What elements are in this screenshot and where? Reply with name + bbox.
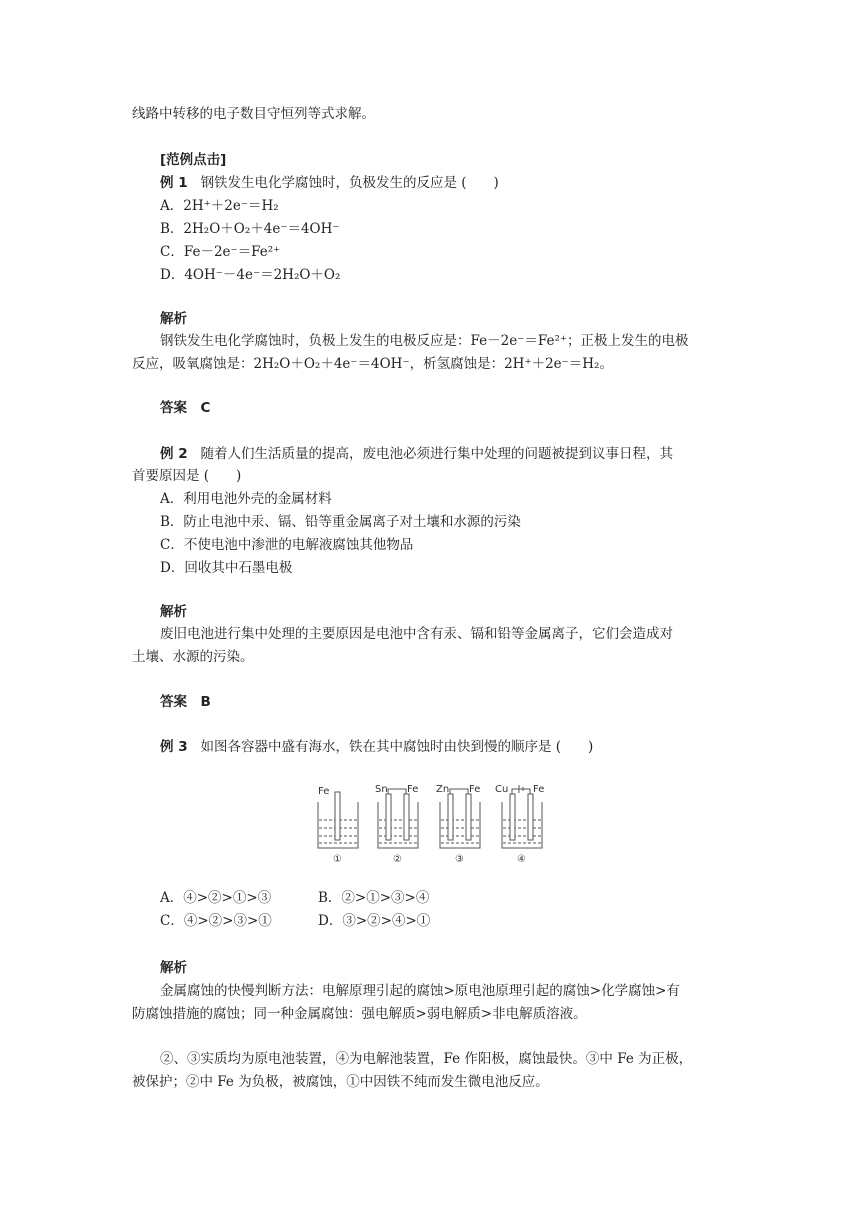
fig-num-1: ①: [333, 854, 342, 865]
beaker-3: [440, 789, 480, 848]
fig-num-2: ②: [393, 854, 402, 865]
fig-label-b3b: Fe: [469, 784, 481, 795]
ex1-label: 例 1: [160, 175, 188, 191]
ex3-option-c: C．④>②>③>①: [160, 913, 272, 929]
fig-label-b1: Fe: [318, 786, 330, 797]
ex3-option-a: A．④>②>①>③: [160, 890, 272, 906]
ex1-question: [160, 173, 499, 193]
ex2-option-b: B．防止电池中汞、镉、铅等重金属离子对土壤和水源的污染: [160, 514, 521, 530]
fig-num-3: ③: [455, 854, 464, 865]
ex1-analysis-title: 解析: [160, 311, 187, 327]
fig-label-b4a: Cu: [495, 784, 509, 795]
fig-num-4: ④: [517, 854, 526, 865]
ex3-analysis-line1: 金属腐蚀的快慢判断方法：电解原理引起的腐蚀>原电池原理引起的腐蚀>化学腐蚀>有: [160, 983, 680, 999]
section-title: [范例点击]: [160, 152, 227, 168]
ex2-answer: 答案 B: [160, 694, 211, 710]
ex3-question: [160, 737, 593, 757]
ex1-option-d: D．4OH⁻－4e⁻＝2H₂O＋O₂: [160, 267, 341, 283]
ex2-option-d: D．回收其中石墨电极: [160, 560, 293, 576]
intro-text: 线路中转移的电子数目守恒列等式求解。: [132, 106, 375, 122]
ex3-option-d: D．③>②>④>①: [318, 913, 431, 929]
ex2-analysis-title: 解析: [160, 604, 187, 620]
ex2-question-line1: [160, 444, 673, 464]
ex1-question-text: 钢铁发生电化学腐蚀时，负极发生的反应是 ( ): [200, 175, 499, 191]
fig-label-b4b: Fe: [533, 784, 545, 795]
fig-label-b2b: Fe: [407, 784, 419, 795]
ex2-analysis-line2: 土壤、水源的污染。: [132, 649, 254, 665]
beaker-1: [318, 792, 358, 848]
ex1-option-b: B．2H₂O＋O₂＋4e⁻＝4OH⁻: [160, 221, 340, 237]
ex1-option-a: A．2H⁺＋2e⁻＝H₂: [160, 198, 279, 214]
ex1-analysis-line1: 钢铁发生电化学腐蚀时，负极上发生的电极反应是：Fe－2e⁻＝Fe²⁺；正极上发生的电极: [160, 333, 689, 349]
ex3-option-b: B．②>①>③>④: [318, 890, 430, 906]
ex3-question-text: 如图各容器中盛有海水，铁在其中腐蚀时由快到慢的顺序是 ( ): [200, 739, 594, 755]
ex1-answer: 答案 C: [160, 400, 211, 416]
ex2-analysis-line1: 废旧电池进行集中处理的主要原因是电池中含有汞、镉和铅等金属离子，它们会造成对: [160, 626, 673, 642]
ex2-question-line2: 首要原因是 ( ): [132, 468, 242, 484]
ex3-analysis-line2: 防腐蚀措施的腐蚀；同一种金属腐蚀：强电解质>弱电解质>非电解质溶液。: [132, 1006, 587, 1022]
ex2-label: 例 2: [160, 446, 188, 462]
beaker-2: [378, 789, 418, 848]
ex2-option-a: A．利用电池外壳的金属材料: [160, 491, 332, 507]
ex3-label: 例 3: [160, 739, 188, 755]
fig-label-b3a: Zn: [436, 784, 450, 795]
ex3-analysis-title: 解析: [160, 960, 187, 976]
ex1-analysis-line2: 反应，吸氧腐蚀是：2H₂O＋O₂＋4e⁻＝4OH⁻，析氢腐蚀是：2H⁺＋2e⁻＝H₂。: [132, 356, 613, 372]
ex1-option-c: C．Fe－2e⁻＝Fe²⁺: [160, 244, 281, 260]
ex2-option-c: C．不使电池中渗泄的电解液腐蚀其他物品: [160, 537, 414, 553]
ex3-analysis-line4: 被保护；②中 Fe 为负极，被腐蚀，①中因铁不纯而发生微电池反应。: [132, 1074, 549, 1090]
fig-label-b2a: Sn: [375, 784, 388, 795]
ex2-question-text: 随着人们生活质量的提高，废电池必须进行集中处理的问题被提到议事日程，其: [200, 446, 673, 462]
corrosion-figure: [315, 780, 555, 866]
ex3-analysis-line3: ②、③实质均为原电池装置，④为电解池装置，Fe 作阳极，腐蚀最快。③中 Fe 为正极，: [160, 1051, 693, 1067]
